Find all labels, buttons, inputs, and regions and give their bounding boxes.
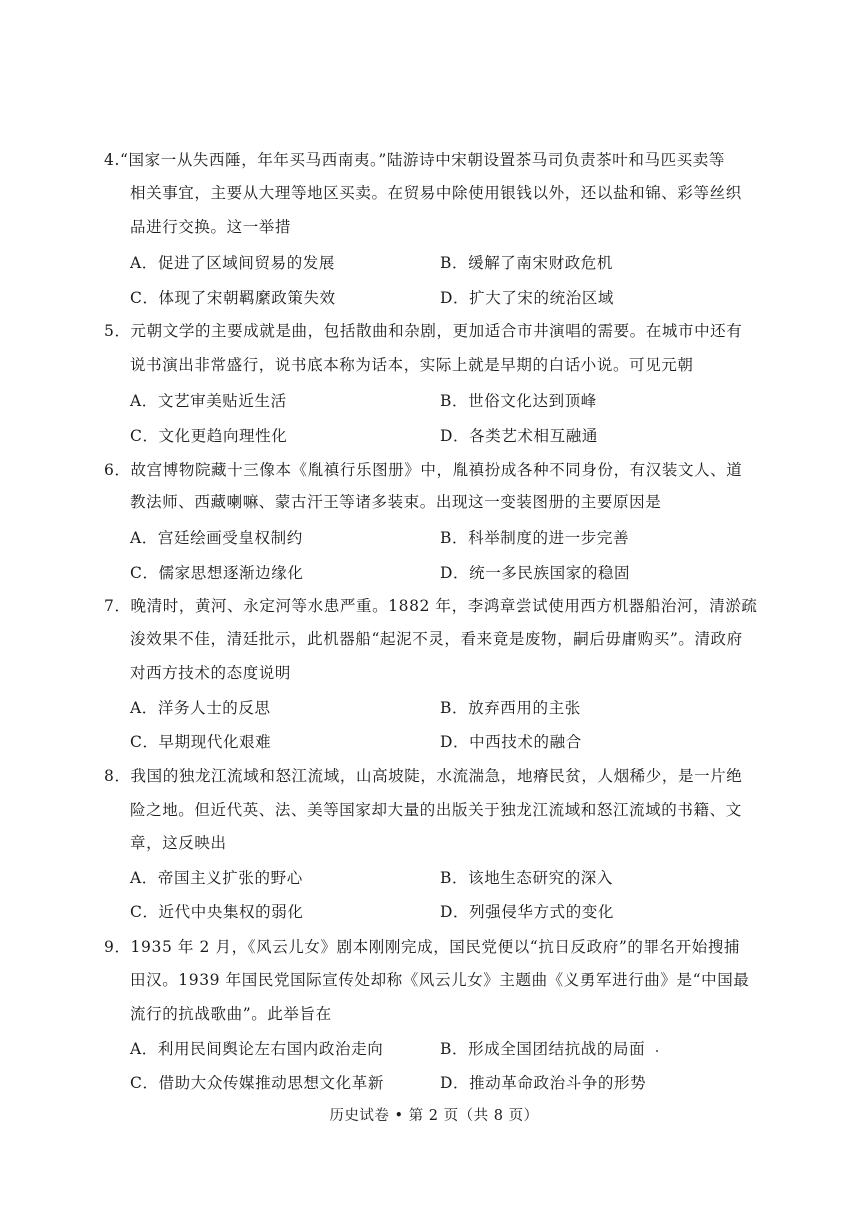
option-b[interactable]: B．放弃西用的主张	[440, 699, 581, 717]
question-text-line: 说书演出非常盛行，说书底本称为话本，实际上就是早期的白话小说。可见元朝	[130, 356, 694, 374]
option-d[interactable]: D．列强侵华方式的变化	[440, 903, 615, 921]
option-d[interactable]: D．中西技术的融合	[440, 733, 582, 751]
question-text-line: 品进行交换。这一举措	[130, 218, 292, 236]
option-c[interactable]: C．体现了宋朝羁縻政策失效	[130, 289, 336, 307]
question-text-line: 对西方技术的态度说明	[130, 664, 292, 682]
question-text-line: 教法师、西藏喇嘛、蒙古汗王等诸多装束。出现这一变装图册的主要原因是	[130, 493, 662, 511]
question-text-line: 5．元朝文学的主要成就是曲，包括散曲和杂剧，更加适合市井演唱的需要。在城市中还有	[104, 322, 743, 340]
question-text-line: 8．我国的独龙江流域和怒江流域，山高坡陡，水流湍急，地瘠民贫，人烟稀少，是一片绝	[104, 767, 743, 785]
option-b[interactable]: B．科举制度的进一步完善	[440, 529, 630, 547]
option-c[interactable]: C．早期现代化艰难	[130, 733, 272, 751]
option-a[interactable]: A．宫廷绘画受皇权制约	[130, 529, 303, 547]
option-d[interactable]: D．推动革命政治斗争的形势	[440, 1074, 647, 1092]
option-c[interactable]: C．儒家思想逐渐边缘化	[130, 564, 304, 582]
option-c[interactable]: C．文化更趋向理性化	[130, 427, 288, 445]
option-c[interactable]: C．近代中央集权的弱化	[130, 903, 304, 921]
option-a[interactable]: A．帝国主义扩张的野心	[130, 869, 303, 887]
question-text-line: 田汉。1939 年国民党国际宣传处却称《风云儿女》主题曲《义勇军进行曲》是“中国最	[130, 971, 750, 989]
question-text-line: 浚效果不佳，清廷批示，此机器船“起泥不灵，看来竟是废物，嗣后毋庸购买”。清政府	[130, 630, 743, 648]
question-text-line: 险之地。但近代英、法、美等国家却大量的出版关于独龙江流域和怒江流域的书籍、文	[130, 801, 742, 819]
question-text-line: 7．晚清时，黄河、永定河等水患严重。1882 年，李鸿章尝试使用西方机器船治河，清淤疏	[104, 597, 758, 615]
question-text-line: 4.“国家一从失西陲，年年买马西南夷。”陆游诗中宋朝设置茶马司负责茶叶和马匹买卖等	[104, 151, 725, 169]
question-text-line: 9．1935 年 2 月，《风云儿女》剧本刚刚完成，国民党便以“抗日反政府”的罪名开始搜捕	[104, 938, 741, 956]
option-b[interactable]: B．形成全国团结抗战的局面	[440, 1040, 646, 1058]
option-a[interactable]: A．促进了区域间贸易的发展	[130, 254, 335, 272]
page-footer: 历史试卷 • 第 2 页（共 8 页）	[329, 1108, 539, 1124]
option-c[interactable]: C．借助大众传媒推动思想文化革新	[130, 1074, 384, 1092]
option-d[interactable]: D．各类艺术相互融通	[440, 427, 598, 445]
option-b[interactable]: B．缓解了南宋财政危机	[440, 254, 613, 272]
option-b[interactable]: B．该地生态研究的深入	[440, 869, 613, 887]
question-text-line: 章，这反映出	[130, 834, 227, 852]
option-a[interactable]: A．利用民间舆论左右国内政治走向	[130, 1040, 384, 1058]
option-d[interactable]: D．扩大了宋的统治区域	[440, 289, 615, 307]
option-a[interactable]: A．洋务人士的反思	[130, 699, 271, 717]
question-text-line: 流行的抗战歌曲”。此举旨在	[130, 1005, 332, 1023]
scan-speck	[656, 1050, 658, 1052]
option-b[interactable]: B．世俗文化达到顶峰	[440, 392, 597, 410]
option-d[interactable]: D．统一多民族国家的稳固	[440, 564, 631, 582]
question-text-line: 相关事宜，主要从大理等地区买卖。在贸易中除使用银钱以外，还以盐和锦、彩等丝织	[130, 184, 742, 202]
question-text-line: 6．故宫博物院藏十三像本《胤禛行乐图册》中，胤禛扮成各种不同身份，有汉装文人、道	[104, 461, 743, 479]
option-a[interactable]: A．文艺审美贴近生活	[130, 392, 287, 410]
